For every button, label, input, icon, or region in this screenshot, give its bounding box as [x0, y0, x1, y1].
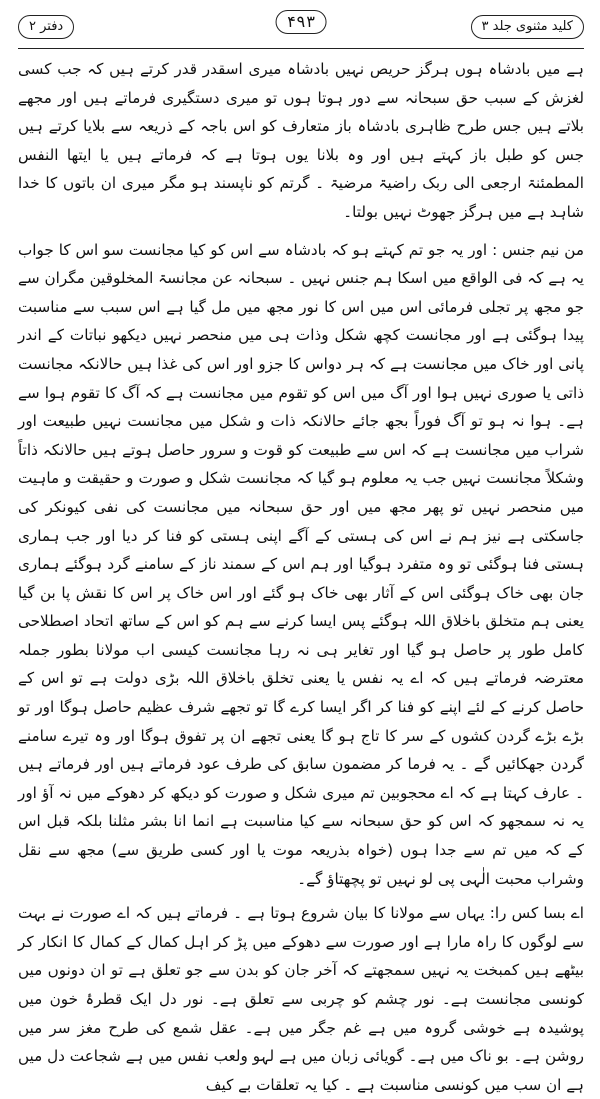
- paragraph-2: من نیم جنس : اور یہ جو تم کہتے ہو کہ بادشاہ سے اس کو کیا مجانست سو اس کا جواب یہ ہے کہ فی الواقع میں اسکا ہم جنس نہیں ۔ سبحانہ عن مجانسۃ المخلوقین مگران سے جو مجھ پر تجلی فرمائی اس میں اس کا نور مجھ میں مل گیا ہے اس سبب سے مناسبت پیدا ہوگئی ہے اور مجانست کچھ شکل وذات ہی میں منحصر نہیں دیکھو نباتات کے اندر پانی اور خاک میں مجانست ہے کہ ہر دواس کا جزو اور اس کی غذا ہیں حالانکہ مجانست ذاتی یا صوری نہیں ہوا اور آگ میں اس کو تقوم میں مجانست ہے کہ آگ کا تقوم ہوا سے ہے۔ ہوا نہ ہو تو آگ فوراً بجھ جائے حالانکہ ذات و شکل میں مجانست نہیں طبیعت اور شراب میں مجانست ہے کہ اس سے طبیعت کو قوت و سرور حاصل ہوتے ہیں حالانکہ ذاتاً وشکلاً مجانست نہیں جب یہ معلوم ہو گیا کہ مجانست شکل و صورت و حقیقت و ماہیت میں منحصر نہیں تو پھر مجھ میں اور حق سبحانہ میں مجانست کی نفی کیونکر کی جاسکتی ہے نیز ہم نے اس کی ہستی کے آگے اپنی ہستی کو فنا کر دیا اور جب ہماری ہستی فنا ہوگئی تو وہ متفرد ہوگیا اور ہم اس کے سمند ناز کے سامنے گرد ہوگئے ہماری جان بھی خاک ہوگئی اس کے آثار بھی خاک ہو گئے اور اس خاک پر اس کا نقش پا بن گیا یعنی ہم متخلق باخلاق اللہ ہوگئے پس ایسا کرنے سے ہم کو اس کے ساتھ اتحاد اصطلاحی کامل طور پر حاصل ہو گیا اور تغایر ہی نہ رہا مجانست کیسی اب مولانا بطور جملہ معترضہ فرماتے ہیں کہ اے یہ نفس یا یعنی تخلق باخلاق اللہ بڑی دولت ہے تو اس کے حاصل کرنے کے لئے اپنے کو فنا کر اگر ایسا کرے گا تو تجھے شرف عظیم حاصل ہوگا اور تو بڑے بڑے گردن کشوں کے سر کا تاج ہو گا یعنی تجھے ان پر تفوق ہوگا اور وہ تیرے سامنے گردن جھکائیں گے ۔ یہ فرما کر مضمون سابق کی طرف عود فرماتے ہیں اور فرماتے ہیں ۔ عارف کہتا ہے کہ اے محجوبین تم میری شکل و صورت کو دیکھ کر دھوکے میں نہ آؤ اور یہ نہ سمجھو کہ اس کو حق سبحانہ سے کیا مناسبت ہے انما انا بشر مثلنا بلکہ قبل اس کے کہ میں تم سے جدا ہوں (خواہ بذریعہ موت یا اور کسی طریق سے) مجھ سے نقل وشراب محبت الٰہی پی لو نہیں تو پچھتاؤ گے۔: [18, 240, 585, 888]
- paragraph-3: اے بسا کس را: یہاں سے مولانا کا بیان شروع ہوتا ہے ۔ فرماتے ہیں کہ اے صورت نے بہت سے لوگوں کا راہ مارا ہے اور صورت سے دھوکے میں پڑ کر اہل کمال کے کمال کا انکار کر بیٹھے ہیں کمبخت یہ نہیں سمجھتے کہ آخر جان کو بدن سے جو تعلق ہے تو ان دونوں میں کونسی مجانست ہے۔ نور چشم کو چربی سے تعلق ہے۔ نور دل ایک قطرۂ خون میں پوشیدہ ہے خوشی گروہ میں ہے غم جگر میں ہے۔ عقل شمع کی طرح مغز سر میں روشن ہے۔ بو ناک میں ہے۔ گویائی زبان میں ہے لہو ولعب نفس میں ہے شجاعت دل میں ہے ان سب میں کونسی مناسبت ہے ۔ کیا یہ تعلقات بے کیف: [18, 904, 584, 1094]
- body-text: [18, 55, 584, 1099]
- document-page: [18, 8, 584, 1099]
- page-header: [18, 8, 584, 46]
- section-label: دفتر ۲: [18, 15, 74, 39]
- page-number: ۴۹۳: [276, 10, 327, 34]
- paragraph-1: ہے میں بادشاہ ہوں ہرگز حریص نہیں بادشاہ میری اسقدر قدر کرتے ہیں کہ جب کسی لغزش کے سبب حق سبحانہ سے دور ہوتا ہوں تو میری دستگیری فرماتے ہیں اور مجھے بلاتے ہیں جس طرح ظاہری بادشاہ باز متعارف کو اس باجہ کے ذریعہ سے بلایا کرتے ہیں جس کو طبل باز کہتے ہیں اور وہ بلانا یوں ہوتا ہے کہ فرماتے ہیں یا ایتھا النفس المطمئنۃ ارجعی الی ربک راضیۃ مرضیۃ ۔ گرتم کو ناپسند ہو مگر میری ان باتوں کا خدا شاہد ہے میں ہرگز جھوٹ نہیں بولتا۔: [18, 60, 584, 221]
- header-divider: [18, 48, 584, 49]
- book-title: کلید مثنوی جلد ۳: [471, 15, 584, 39]
